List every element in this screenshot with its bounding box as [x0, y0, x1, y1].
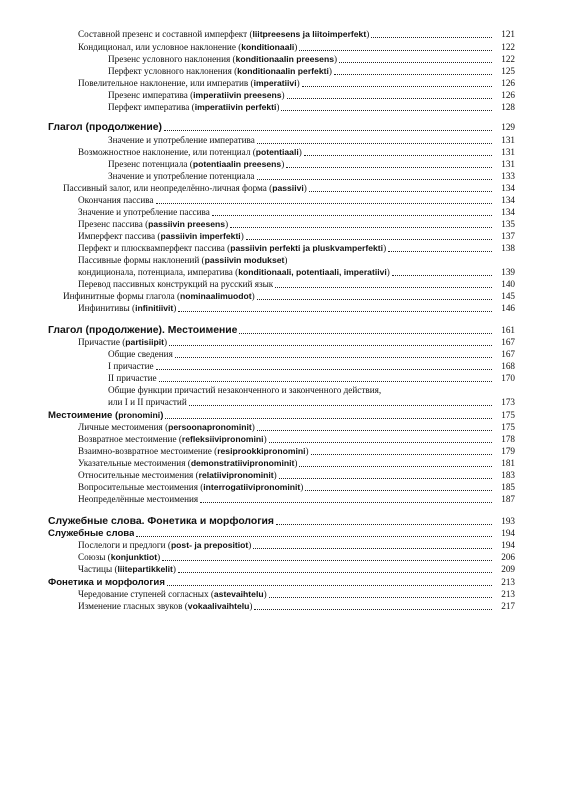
- toc-entry-term: konditionaali, potentiaali, imperatiivi: [238, 267, 387, 277]
- page-number: 133: [501, 171, 515, 181]
- toc-entry[interactable]: [78, 218, 515, 230]
- toc-entry-label: Пассивный залог, или неопределённо-личная форма (: [63, 183, 273, 193]
- toc-entry[interactable]: [108, 158, 515, 170]
- dot-leader: [309, 190, 492, 192]
- toc-entry-title: [63, 291, 255, 302]
- toc-entry-label: Перфект условного наклонения (: [108, 66, 238, 76]
- toc-entry-label-close: ): [172, 564, 176, 574]
- page-number: 122: [501, 42, 515, 52]
- toc-entry[interactable]: [78, 588, 515, 600]
- toc-entry-term: infinitiivit: [135, 303, 174, 313]
- toc-entry-title: [48, 516, 274, 527]
- dot-leader: [165, 417, 492, 419]
- page-number: 183: [501, 470, 515, 480]
- toc-entry-label: кондиционала, потенциала, императива (: [78, 267, 239, 277]
- toc-entry-label-close: ): [294, 458, 298, 468]
- toc-entry-label-close: ): [300, 482, 304, 492]
- toc-entry-label: Послелоги и предлоги (: [78, 540, 171, 550]
- page-number: 129: [501, 122, 515, 132]
- toc-entry[interactable]: [108, 396, 515, 408]
- dot-leader: [392, 274, 492, 276]
- toc-entry-label: Общие функции причастий незаконченного и законченного действия,: [108, 385, 382, 395]
- toc-entry-label: Служебные слова: [48, 528, 135, 539]
- toc-entry-label-close: ): [296, 78, 300, 88]
- toc-entry-title: [48, 528, 134, 539]
- toc-entry-label: II причастие: [108, 373, 157, 383]
- page-number: 126: [501, 90, 515, 100]
- toc-entry-label-close: ): [251, 291, 255, 301]
- page-number: 135: [501, 219, 515, 229]
- toc-entry-label-close: ): [284, 255, 288, 265]
- toc-entry-term: resiprookkipronomini: [217, 446, 306, 456]
- dot-leader: [254, 608, 492, 610]
- toc-entry-label: Относительные местоимения (: [78, 470, 199, 480]
- page-number: 167: [501, 349, 515, 359]
- toc-entry[interactable]: [48, 515, 515, 527]
- toc-entry[interactable]: [108, 101, 515, 113]
- toc-entry-label: Имперфект пассива (: [78, 231, 161, 241]
- page-number: 170: [501, 373, 515, 383]
- dot-leader: [230, 226, 492, 228]
- toc-entry-term: relatiivipronominit: [198, 470, 274, 480]
- toc-entry[interactable]: [78, 445, 515, 457]
- page-number: 175: [501, 422, 515, 432]
- toc-entry-label-close: ): [160, 410, 164, 421]
- toc-entry-label-close: ): [273, 470, 277, 480]
- toc-entry-title: [108, 135, 255, 146]
- page-number: 168: [501, 361, 515, 371]
- toc-entry-label-close: ): [366, 29, 370, 39]
- toc-entry-title: [78, 219, 228, 230]
- toc-entry-title: [78, 494, 198, 505]
- dot-leader: [257, 142, 492, 144]
- toc-entry-label-close: ): [328, 66, 332, 76]
- toc-entry-term: liitpreesens ja liitoimperfekt: [252, 29, 367, 39]
- toc-entry-term: passiivin modukset: [204, 255, 285, 265]
- toc-entry-label-close: ): [281, 90, 285, 100]
- toc-entry-label: Презенс пассива (: [78, 219, 149, 229]
- toc-entry-title: [108, 159, 284, 170]
- toc-entry-title: [78, 422, 255, 433]
- toc-entry[interactable]: [78, 469, 515, 481]
- dot-leader: [253, 547, 492, 549]
- dot-leader: [159, 380, 492, 382]
- toc-entry-title: [108, 361, 154, 372]
- toc-entry[interactable]: [78, 563, 515, 575]
- page-number: 138: [501, 243, 515, 253]
- toc-entry-title: [78, 589, 267, 600]
- toc-entry-label: Значение и употребление императива: [108, 135, 255, 145]
- toc-entry-title: [108, 349, 173, 360]
- page-number: 145: [501, 291, 515, 301]
- toc-entry-title: [78, 147, 302, 158]
- toc-entry-label: Чередование ступеней согласных (: [78, 589, 214, 599]
- toc-entry-title: [78, 540, 251, 551]
- page-number: 146: [501, 303, 515, 313]
- toc-entry-label: Пассивные формы наклонений (: [78, 255, 205, 265]
- page-number: 128: [501, 102, 515, 112]
- page-number: 140: [501, 279, 515, 289]
- toc-entry-term: demonstratiivipronominit: [190, 458, 295, 468]
- toc-entry-term: konditionaalin perfekti: [237, 66, 329, 76]
- dot-leader: [257, 298, 492, 300]
- toc-entry[interactable]: [48, 324, 515, 336]
- toc-entry-title: [78, 482, 303, 493]
- dot-leader: [269, 596, 492, 598]
- page-number: 194: [501, 540, 515, 550]
- toc-entry-label: Неопределённые местоимения: [78, 494, 199, 504]
- page-number: 167: [501, 337, 515, 347]
- dot-leader: [156, 368, 492, 370]
- toc-entry-title: [78, 303, 176, 314]
- toc-entry-label: Значение и употребление потенциала: [108, 171, 255, 181]
- toc-entry[interactable]: [78, 278, 515, 290]
- toc-entry-label: Составной презенс и составной имперфект (: [78, 29, 253, 39]
- page-number: 175: [501, 410, 515, 420]
- toc-entry-title: [78, 29, 369, 40]
- toc-entry[interactable]: [63, 182, 515, 194]
- page-number: 179: [501, 446, 515, 456]
- toc-entry[interactable]: [78, 433, 515, 445]
- toc-entry-term: potentiaali: [255, 147, 299, 157]
- dot-leader: [311, 453, 492, 455]
- toc-entry[interactable]: [78, 481, 515, 493]
- toc-entry-term: partisiipit: [125, 337, 164, 347]
- dot-leader: [299, 49, 492, 51]
- toc-entry-label: Общие сведения: [108, 349, 173, 359]
- toc-entry-label: Кондиционал, или условное наклонение (: [78, 42, 242, 52]
- toc-entry-title: [78, 267, 390, 278]
- toc-entry-label-close: ): [173, 303, 177, 313]
- toc-entry-label: Местоимение (: [48, 410, 119, 421]
- toc-entry[interactable]: [78, 266, 515, 278]
- dot-leader: [304, 154, 492, 156]
- toc-entry[interactable]: [78, 457, 515, 469]
- dot-leader: [302, 85, 492, 87]
- dot-leader: [164, 129, 492, 131]
- toc-entry-label: Частицы (: [78, 564, 118, 574]
- toc-entry-term: astevaihtelu: [213, 589, 264, 599]
- toc-entry[interactable]: [108, 134, 515, 146]
- page-number: 185: [501, 482, 515, 492]
- toc-entry[interactable]: [48, 409, 515, 421]
- toc-entry-term: interrogatiivipronominit: [203, 482, 301, 492]
- toc-entry-label: Значение и употребление пассива: [78, 207, 210, 217]
- toc-entry-label-close: ): [249, 601, 253, 611]
- toc-entry-term: post- ja prepositiot: [170, 540, 249, 550]
- toc-entry-title: [108, 171, 255, 182]
- dot-leader: [136, 535, 492, 537]
- toc-entry-title: [108, 373, 157, 384]
- toc-entry[interactable]: [48, 121, 515, 133]
- toc-entry-title: [78, 231, 244, 242]
- page-number: 209: [501, 564, 515, 574]
- toc-entry-title: [78, 552, 160, 563]
- dot-leader: [287, 97, 492, 99]
- toc-entry-term: imperatiivin preesens: [193, 90, 282, 100]
- page-number: 213: [501, 589, 515, 599]
- toc-entry-label-close: ): [240, 231, 244, 241]
- page-number: 206: [501, 552, 515, 562]
- toc-entry[interactable]: [78, 28, 515, 40]
- toc-entry[interactable]: [63, 290, 515, 302]
- toc-entry-label: Перфект императива (: [108, 102, 195, 112]
- toc-entry-title: [78, 458, 297, 469]
- toc-entry-label: Фонетика и морфология: [48, 577, 165, 588]
- toc-entry-term: passiivin imperfekti: [160, 231, 241, 241]
- page-number: 137: [501, 231, 515, 241]
- toc-entry-label-close: ): [251, 422, 255, 432]
- toc-entry-label-close: ): [163, 337, 168, 347]
- page-number: 134: [501, 207, 515, 217]
- toc-entry[interactable]: [108, 348, 515, 360]
- toc-entry[interactable]: [108, 360, 515, 372]
- page-number: 131: [501, 135, 515, 145]
- dot-leader: [167, 584, 492, 586]
- toc-entry-label-close: ): [303, 183, 307, 193]
- toc-entry-title: [48, 577, 165, 588]
- dot-leader: [286, 166, 492, 168]
- toc-entry-term: refleksiivipronomini: [181, 434, 264, 444]
- toc-entry-title: [48, 122, 162, 133]
- page-number: 134: [501, 195, 515, 205]
- toc-entry[interactable]: [108, 384, 515, 396]
- page-number: 161: [501, 325, 515, 335]
- toc-entry-label: Глагол (продолжение). Местоимение: [48, 325, 238, 336]
- toc-entry-term: imperatiivi: [253, 78, 297, 88]
- toc-entry-label-close: ): [281, 159, 285, 169]
- toc-entry-title: [78, 207, 210, 218]
- toc-entry-term: passiivin perfekti ja pluskvamperfekti: [230, 243, 384, 253]
- toc-entry-label: Глагол (продолжение): [48, 122, 163, 133]
- toc-entry-term: nominaalimuodot: [180, 291, 252, 301]
- toc-entry-title: [108, 54, 337, 65]
- toc-entry-term: potentiaalin preesens: [192, 159, 282, 169]
- toc-entry-title: [78, 470, 277, 481]
- toc-entry-term: konjunktiot: [110, 552, 158, 562]
- dot-leader: [175, 356, 492, 358]
- toc-entry-title: [78, 78, 300, 89]
- toc-entry-label: Взаимно-возвратное местоимение (: [78, 446, 218, 456]
- toc-entry-label-close: ): [305, 446, 309, 456]
- toc-entry-label-close: ): [263, 434, 267, 444]
- page-number: 213: [501, 577, 515, 587]
- dot-leader: [169, 344, 492, 346]
- page-number: 131: [501, 147, 515, 157]
- toc-entry-label: Служебные слова. Фонетика и морфология: [48, 516, 274, 527]
- toc-entry-title: [78, 337, 167, 348]
- toc-entry-label: Презенс потенциала (: [108, 159, 193, 169]
- dot-leader: [276, 523, 492, 525]
- dot-leader: [189, 404, 492, 406]
- toc-entry-title: [78, 446, 309, 457]
- toc-entry-title: [108, 385, 381, 396]
- toc-entry-term: pronomini: [118, 410, 161, 420]
- toc-entry-label-close: ): [248, 540, 252, 550]
- toc-entry-term: vokaalivaihtelu: [187, 601, 250, 611]
- toc-entry-title: [108, 90, 285, 101]
- toc-entry-label-close: ): [276, 102, 280, 112]
- toc-entry-label: Перфект и плюсквамперфект пассива (: [78, 243, 231, 253]
- toc-entry[interactable]: [78, 421, 515, 433]
- toc-entry-title: [48, 410, 163, 421]
- toc-entry[interactable]: [108, 65, 515, 77]
- toc-entry-label-close: ): [294, 42, 298, 52]
- page-number: 173: [501, 397, 515, 407]
- page-number: 139: [501, 267, 515, 277]
- toc-entry-label: Изменение гласных звуков (: [78, 601, 188, 611]
- toc-entry-term: liitepartikkelit: [117, 564, 173, 574]
- toc-entry[interactable]: [48, 527, 515, 539]
- toc-entry-label: Презенс условного наклонения (: [108, 54, 236, 64]
- toc-entry[interactable]: [78, 302, 515, 314]
- toc-entry-title: [78, 564, 176, 575]
- toc-entry-label: Причастие (: [78, 337, 126, 347]
- dot-leader: [334, 73, 492, 75]
- toc-entry-label-close: ): [386, 267, 390, 277]
- dot-leader: [239, 332, 492, 334]
- toc-entry-title: [78, 243, 386, 254]
- dot-leader: [178, 571, 492, 573]
- toc-entry-label-close: ): [333, 54, 338, 64]
- toc-entry[interactable]: [78, 77, 515, 89]
- toc-entry[interactable]: [108, 89, 515, 101]
- page-number: 193: [501, 516, 515, 526]
- toc-entry-title: [108, 102, 279, 113]
- dot-leader: [299, 465, 492, 467]
- dot-leader: [275, 286, 492, 288]
- dot-leader: [178, 310, 492, 312]
- toc-entry-title: [78, 434, 267, 445]
- toc-entry-label-close: ): [157, 552, 161, 562]
- page-number: 131: [501, 159, 515, 169]
- toc-entry-label: Указательные местоимения (: [78, 458, 191, 468]
- toc-entry-label: Личные местоимения (: [78, 422, 169, 432]
- page-number: 217: [501, 601, 515, 611]
- toc-entry-term: passiivi: [272, 183, 304, 193]
- toc-entry-label: Окончания пассива: [78, 195, 154, 205]
- page-number: 178: [501, 434, 515, 444]
- toc-entry[interactable]: [78, 230, 515, 242]
- toc-entry-title: [78, 601, 252, 612]
- toc-entry-title: [78, 279, 273, 290]
- page-number: 126: [501, 78, 515, 88]
- toc-entry-label: Возможностное наклонение, или потенциал (: [78, 147, 256, 157]
- toc-entry[interactable]: [78, 254, 515, 266]
- toc-entry-label: I причастие: [108, 361, 154, 371]
- toc-entry-term: konditionaali: [241, 42, 295, 52]
- page-number: 134: [501, 183, 515, 193]
- dot-leader: [371, 36, 492, 38]
- page-number: 194: [501, 528, 515, 538]
- page-number: 187: [501, 494, 515, 504]
- toc-entry-label-close: ): [225, 219, 229, 229]
- page-number: 125: [501, 66, 515, 76]
- toc-entry[interactable]: [78, 146, 515, 158]
- dot-leader: [281, 109, 492, 111]
- toc-entry-label-close: ): [383, 243, 387, 253]
- toc-entry[interactable]: [78, 551, 515, 563]
- toc-entry[interactable]: [78, 41, 515, 53]
- toc-entry[interactable]: [78, 539, 515, 551]
- toc-entry-label: Повелительное наклонение, или императив (: [78, 78, 254, 88]
- toc-entry-title: [108, 397, 187, 408]
- toc-entry[interactable]: [78, 242, 515, 254]
- toc-entry[interactable]: [78, 493, 515, 505]
- toc-entry-title: [48, 325, 237, 336]
- toc-entry-title: [78, 255, 287, 266]
- toc-entry-label: Вопросительные местоимения (: [78, 482, 204, 492]
- toc-entry-label-close: ): [298, 147, 302, 157]
- dot-leader: [388, 250, 492, 252]
- toc-entry-label: Презенс императива (: [108, 90, 194, 100]
- dot-leader: [162, 559, 492, 561]
- dot-leader: [246, 238, 492, 240]
- dot-leader: [257, 429, 492, 431]
- toc-entry-label: Возвратное местоимение (: [78, 434, 182, 444]
- toc-entry[interactable]: [108, 372, 515, 384]
- toc-entry-label: или I и II причастий: [108, 397, 187, 407]
- dot-leader: [279, 477, 492, 479]
- toc-entry[interactable]: [78, 600, 515, 612]
- page-number: 122: [501, 54, 515, 64]
- toc-entry[interactable]: [108, 53, 515, 65]
- toc-entry[interactable]: [78, 336, 515, 348]
- page-number: 121: [501, 29, 515, 39]
- toc-entry[interactable]: [108, 170, 515, 182]
- toc-entry[interactable]: [78, 206, 515, 218]
- toc-entry-label: Инфинитивы (: [78, 303, 136, 313]
- dot-leader: [339, 61, 492, 63]
- toc-entry[interactable]: [78, 194, 515, 206]
- toc-entry-term: imperatiivin perfekti: [194, 102, 277, 112]
- toc-entry-title: [78, 195, 154, 206]
- dot-leader: [269, 441, 492, 443]
- toc-entry[interactable]: [48, 576, 515, 588]
- dot-leader: [305, 489, 492, 491]
- toc-entry-title: [78, 42, 297, 53]
- dot-leader: [257, 178, 492, 180]
- toc-entry-term: passiivin preesens: [148, 219, 226, 229]
- page-number: 181: [501, 458, 515, 468]
- toc-entry-title: [63, 183, 307, 194]
- toc-entry-label: Перевод пассивных конструкций на русский язык: [78, 279, 274, 289]
- toc-entry-label-close: ): [263, 589, 267, 599]
- dot-leader: [200, 501, 492, 503]
- toc-entry-label: Союзы (: [78, 552, 111, 562]
- toc-entry-label: Инфинитные формы глагола (: [63, 291, 181, 301]
- toc-entry-term: konditionaalin preesens: [235, 54, 334, 64]
- toc-entry-title: [108, 66, 332, 77]
- dot-leader: [156, 202, 492, 204]
- dot-leader: [212, 214, 492, 216]
- toc-entry-term: persoonapronominit: [168, 422, 252, 432]
